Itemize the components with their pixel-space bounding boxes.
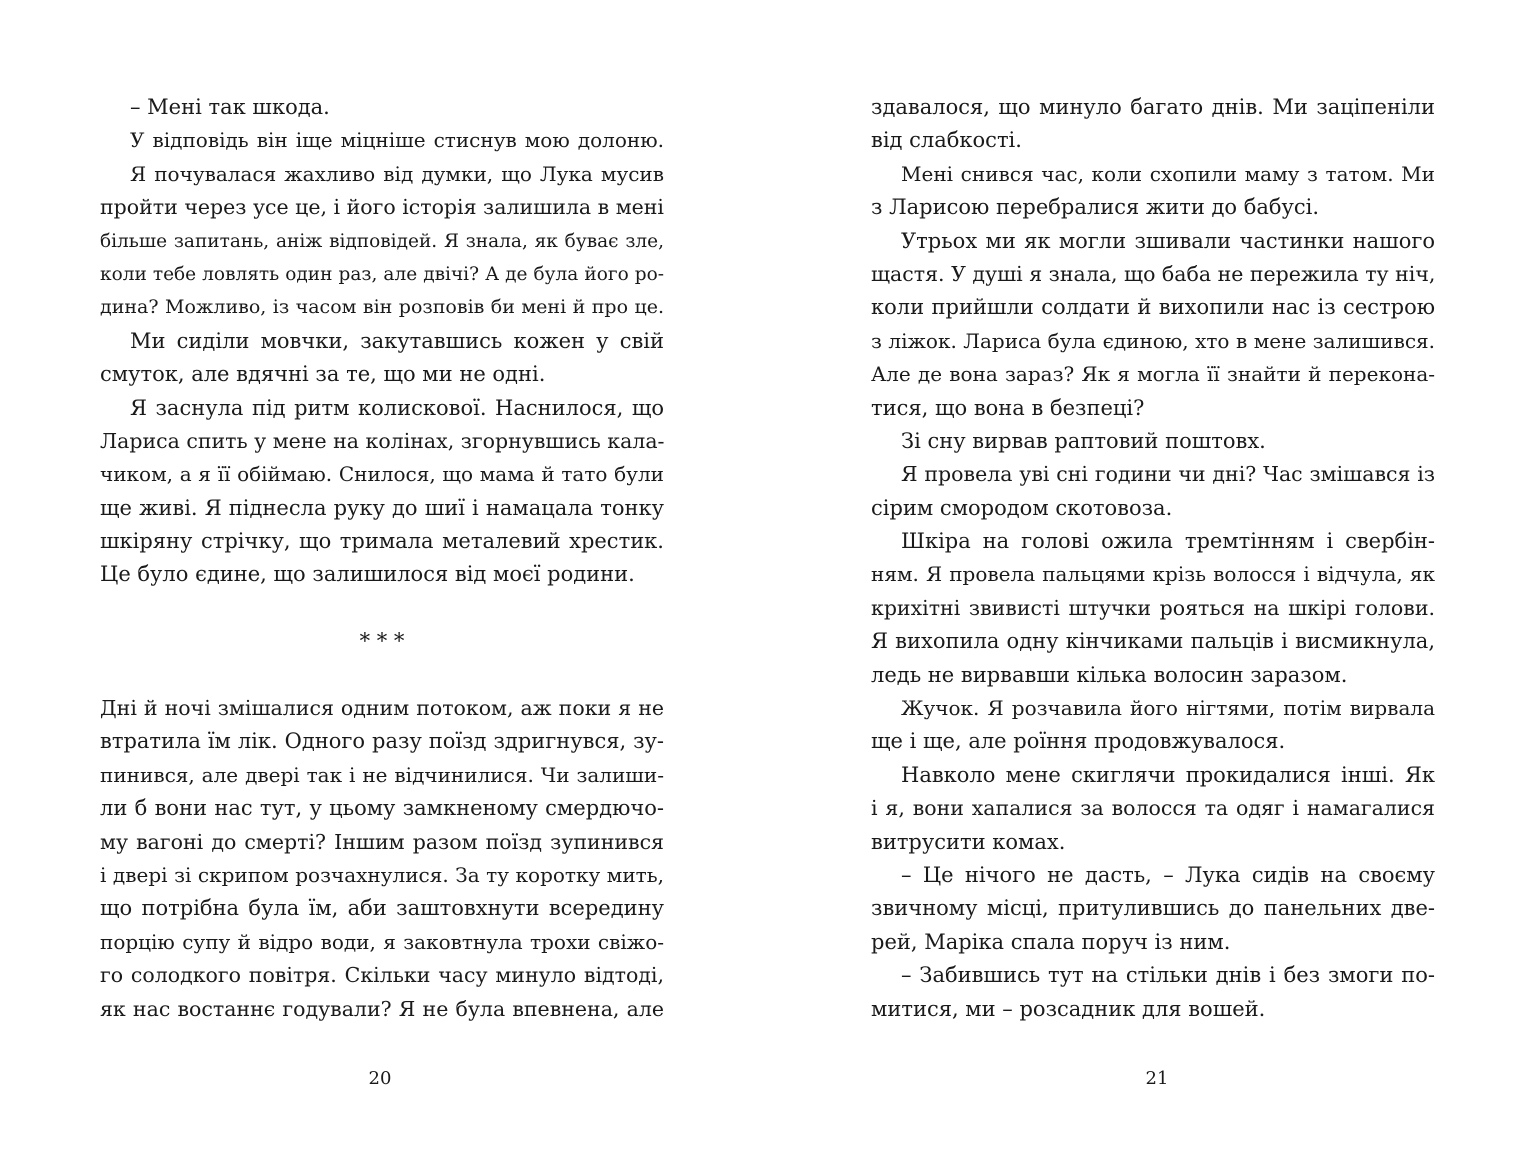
page-number: 21	[1145, 1068, 1169, 1089]
text-line: ще і ще, але роїння продовжувалося.	[871, 729, 1286, 754]
text-line: му вагоні до смерті? Іншим разом поїзд зупинився	[100, 829, 664, 854]
text-line: Утрьох ми як могли зшивали частинки нашого	[901, 228, 1435, 253]
text-line: звичному місці, притулившись до панельних две-	[871, 896, 1435, 921]
text-line: Ми сиділи мовчки, закутавшись кожен у свій	[130, 328, 664, 353]
text-line: від слабкості.	[871, 128, 1022, 153]
text-line: смуток, але вдячні за те, що ми не одні.	[100, 362, 546, 387]
text-line: крихітні звивисті штучки рояться на шкірі голови.	[871, 595, 1435, 620]
section-break-asterisks: * * *	[359, 629, 405, 654]
text-line: го солодкого повітря. Скільки часу минуло відтоді,	[100, 963, 664, 988]
text-line: і я, вони хапалися за волосся та одяг і намагалися	[871, 796, 1435, 821]
text-line: ще живі. Я піднесла руку до шиї і намацала тонку	[100, 495, 664, 520]
text-line: і двері зі скрипом розчахнулися. За ту коротку мить,	[100, 862, 664, 887]
text-line: шкіряну стрічку, що тримала металевий хрестик.	[100, 529, 664, 554]
text-line: У відповідь він іще міцніше стиснув мою долоню.	[130, 128, 664, 153]
text-line: що потрібна була їм, аби заштовхнути всередину	[100, 896, 664, 921]
text-line: Зі сну вирвав раптовий поштовх.	[901, 428, 1266, 453]
text-line: пинився, але двері так і не відчинилися. Чи залиши-	[100, 762, 664, 787]
text-line: митися, ми – розсадник для вошей.	[871, 996, 1266, 1021]
right-page-text	[871, 91, 1435, 1026]
page-number: 20	[368, 1068, 392, 1089]
text-line: порцію супу й відро води, я заковтнула трохи свіжо-	[100, 929, 664, 954]
text-line: рей, Маріка спала поруч із ним.	[871, 929, 1231, 954]
text-line: здавалося, що минуло багато днів. Ми заціпеніли	[871, 95, 1435, 119]
text-line: – Мені так шкода.	[130, 95, 330, 119]
text-line: ням. Я провела пальцями крізь волосся і відчула, як	[871, 562, 1435, 587]
text-line: чиком, а я її обіймаю. Снилося, що мама й тато були	[100, 462, 664, 487]
text-line: Я провела уві сні години чи дні? Час змішався із	[901, 462, 1435, 487]
text-line: Дні й ночі змішалися одним потоком, аж поки я не	[100, 696, 664, 721]
text-line: витрусити комах.	[871, 829, 1066, 854]
text-line: Я вихопила одну кінчиками пальців і висмикнула,	[871, 629, 1435, 654]
text-line: Навколо мене скиглячи прокидалися інші. Як	[901, 762, 1435, 787]
text-line: ли б вони нас тут, у цьому замкненому смердючо-	[100, 796, 664, 821]
text-line: коли прийшли солдати й вихопили нас із сестрою	[871, 295, 1435, 320]
text-line: сірим смородом скотовоза.	[871, 495, 1173, 520]
text-line: тися, що вона в безпеці?	[871, 395, 1145, 420]
text-line: Я почувалася жахливо від думки, що Лука мусив	[130, 161, 664, 186]
text-line: – Забившись тут на стільки днів і без змоги по-	[901, 963, 1435, 988]
text-line: коли тебе ловлять один раз, але двічі? А де була його ро-	[100, 263, 664, 285]
text-line: з ліжок. Лариса була єдиною, хто в мене залишився.	[871, 328, 1435, 353]
text-line: Жучок. Я розчавила його нігтями, потім вирвала	[901, 696, 1435, 721]
text-line: більше запитань, аніж відповідей. Я знала, як буває зле,	[100, 230, 664, 252]
text-line: Лариса спить у мене на колінах, згорнувшись кала-	[100, 428, 664, 453]
text-line: Шкіра на голові ожила тремтінням і свербін-	[901, 529, 1435, 554]
text-line: щастя. У душі я знала, що баба не пережила ту ніч,	[871, 261, 1435, 286]
text-line: з Ларисою перебралися жити до бабусі.	[871, 195, 1320, 220]
text-line: Я заснула під ритм колискової. Наснилося, що	[130, 395, 664, 420]
text-line: пройти через усе це, і його історія залишила в мені	[100, 195, 664, 220]
text-line: ледь не вирвавши кілька волосин заразом.	[871, 662, 1348, 687]
section-gap	[100, 659, 664, 692]
text-line: Це було єдине, що залишилося від моєї родини.	[100, 562, 635, 587]
left-page-text	[100, 91, 664, 1026]
text-line: як нас востаннє годували? Я не була впевнена, але	[100, 996, 664, 1021]
section-gap	[100, 592, 664, 625]
text-line: дина? Можливо, із часом він розповів би мені й про це.	[100, 296, 664, 319]
text-line: Мені снився час, коли схопили маму з татом. Ми	[901, 161, 1435, 186]
text-line: – Це нічого не дасть, – Лука сидів на своєму	[901, 862, 1435, 887]
text-line: Але де вона зараз? Як я могла її знайти й перекона-	[871, 362, 1435, 387]
text-line: втратила їм лік. Одного разу поїзд здригнувся, зу-	[100, 729, 664, 754]
